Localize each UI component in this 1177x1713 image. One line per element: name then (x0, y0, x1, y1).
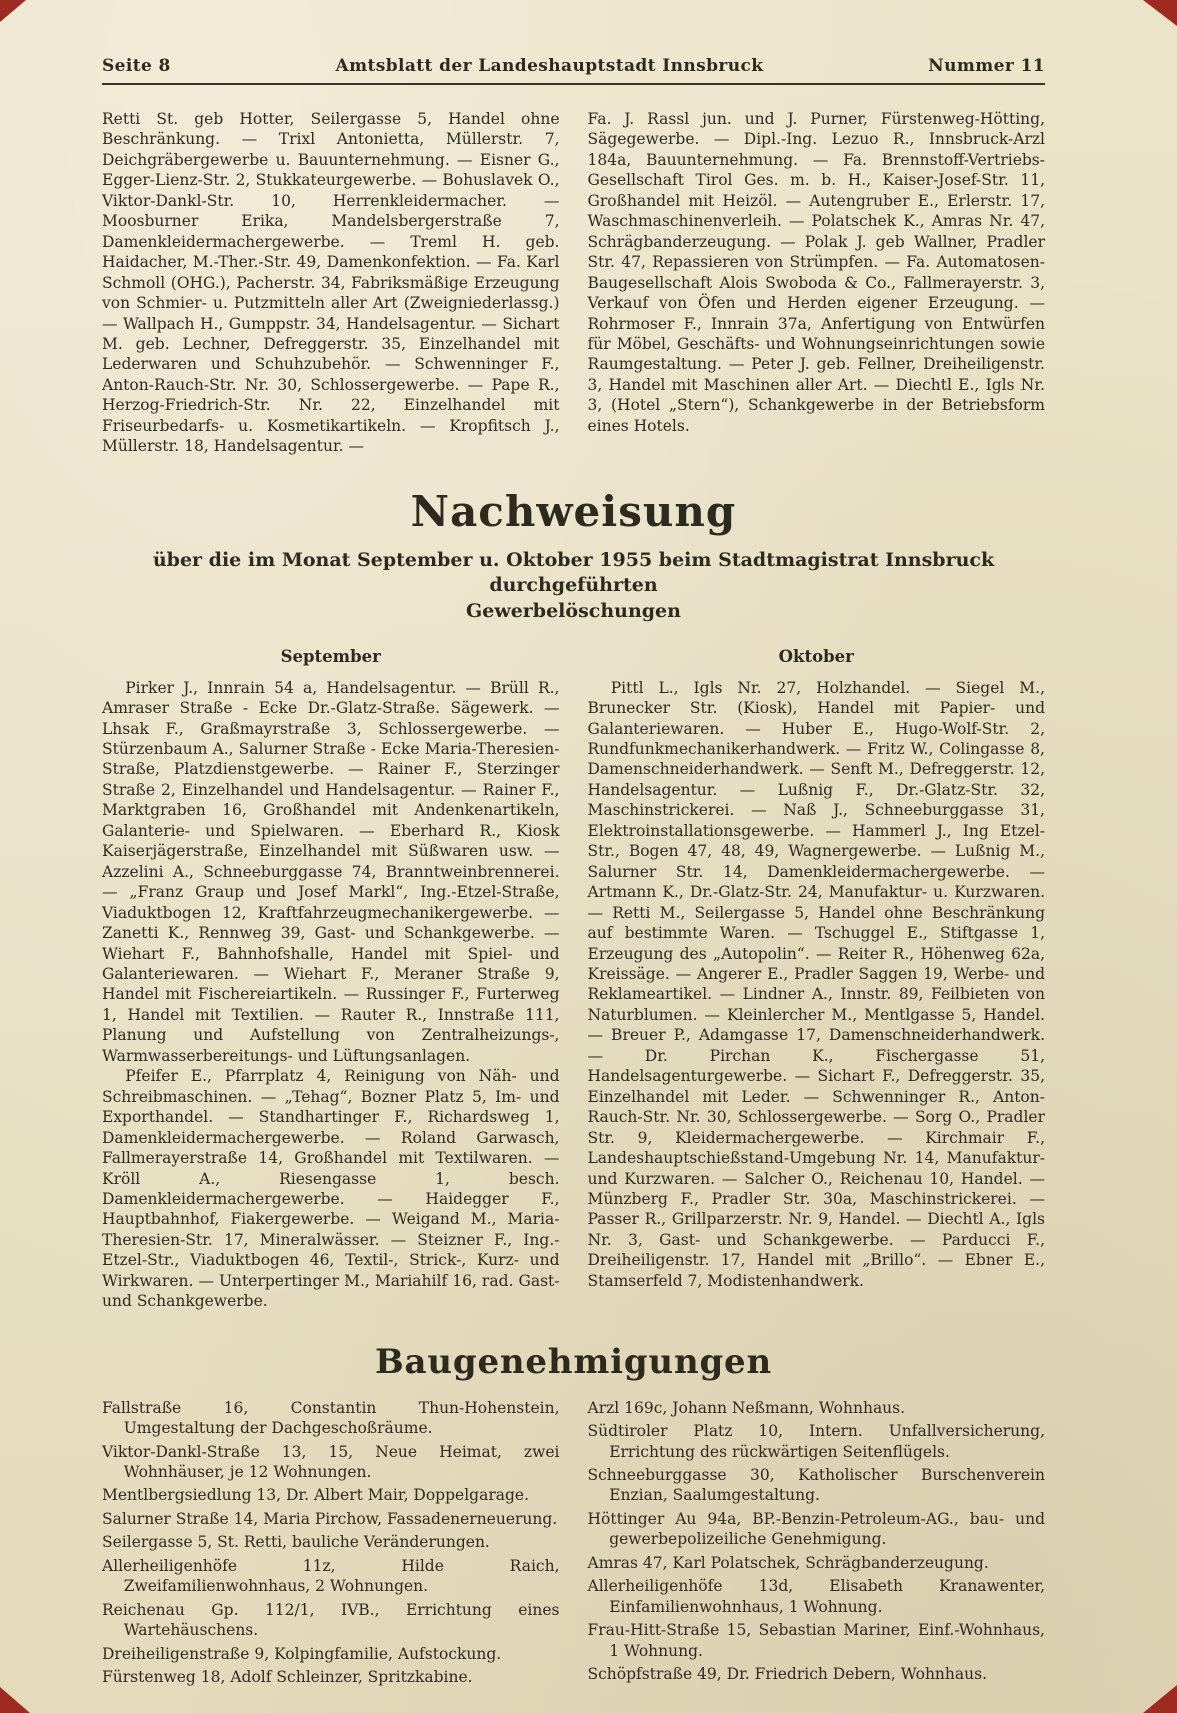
scan-corner-artifact (0, 1687, 30, 1713)
oktober-column (588, 625, 1046, 1312)
oktober-heading: Oktober (778, 646, 854, 666)
baugenehmigungen-columns (102, 1398, 1045, 1691)
permit-entry: Mentlbergsiedlung 13, Dr. Albert Mair, Doppelgarage. (102, 1486, 529, 1505)
permit-entry: Südtiroler Platz 10, Intern. Unfallversicherung, Errichtung des rückwärtigen Seitenflügels. (587, 1422, 1045, 1461)
september-heading: September (280, 646, 381, 666)
permit-entry: Arzl 169c, Johann Neßmann, Wohnhaus. (587, 1398, 906, 1417)
permit-entry: Höttinger Au 94a, BP.-Benzin-Petroleum-AG., bau- und gewerbepolizeiliche Genehmigung. (587, 1509, 1045, 1549)
continuation-left-column: Retti St. geb Hotter, Seilergasse 5, Handel ohne Beschränkung. — Trixl Antonietta, Müllerstr. 7, Deichgräbergewerbe u. Bauunternehmung. — Eisner G., Egger-Lienz-Str. 2, Stukkateurgewerbe. — Bohuslavek O., Viktor-Dankl-Str. 10, Herrenkleidermacher. — Moosburner Erika, Mandelsbergerstraße 7, Damenkleidermachergewerbe. — Treml H. geb. Haidacher, M.-Ther.-Str. 49, Damenkonfektion. — Fa. Karl Schmoll (OHG.), Pacherstr. 34, Fabriksmäßige Erzeugung von Schmier- u. Putzmitteln aller Art (Zweigniederlassg.) — Wallpach H., Gumppstr. 34, Handelsagentur. — Sichart M. geb. Lechner, Defreggerstr. 35, Einzelhandel mit Lederwaren und Schuhzubehör. — Schwenninger F., Anton-Rauch-Str. Nr. 30, Schlossergewerbe. — Pape R., Herzog-Friedrich-Str. Nr. 22, Einzelhandel mit Friseurbedarfs- u. Kosmetikartikeln. — Kropfitsch J., Müllerstr. 18, Handelsagentur. — (102, 110, 560, 456)
nachweisung-subtitle-line2: Gewerbelöschungen (466, 599, 681, 622)
september-paragraph: Pirker J., Innrain 54 a, Handelsagentur. — Brüll R., Amraser Straße - Ecke Dr.-Glatz-Straße. Sägewerk. — Lhsak F., Graßmayrstraße 3, Schlossergewerbe. — Stürzenbaum A., Salurner Straße - Ecke Maria-Theresien-Straße, Platzdienstgewerbe. — Rainer F., Sterzinger Straße 2, Einzelhandel und Handelsagentur. — Rainer F., Marktgraben 16, Großhandel mit Andenkenartikeln, Galanterie- und Spielwaren. — Eberhard R., Kiosk Kaiserjägerstraße, Einzelhandel mit Süßwaren usw. — Azzelini A., Schneeburggasse 74, Branntweinbrennerei. — „Franz Graup und Josef Markl“, Ing.-Etzel-Straße, Viaduktbogen 12, Kraftfahrzeugmechanikergewerbe. — Zanetti K., Rennweg 39, Gast- und Schankgewerbe. — Wiehart F., Bahnhofshalle, Handel mit Spiel- und Galanteriewaren. — Wiehart F., Meraner Straße 9, Handel mit Fischereiartikeln. — Russinger F., Furterweg 1, Handel mit Textilien. — Rauter R., Innstraße 111, Planung und Aufstellung von Zentralheizungs-, Warmwasserbereitungs- und Lüftungsanlagen. (102, 678, 560, 1065)
permit-entry: Allerheiligenhöfe 13d, Elisabeth Kranawenter, Einfamilienwohnhaus, 1 Wohnung. (587, 1577, 1045, 1616)
page-number-label: Seite 8 (102, 56, 171, 76)
baugenehmigungen-title: Baugenehmigungen (375, 1341, 772, 1382)
scan-corner-artifact (1143, 0, 1177, 26)
permit-entry: Fürstenweg 18, Adolf Schleinzer, Spritzkabine. (102, 1668, 473, 1687)
scan-corner-artifact (0, 0, 26, 22)
header-rule (102, 83, 1045, 85)
baugenehmigungen-section (102, 1342, 1045, 1691)
page-header (102, 56, 1045, 76)
permit-entry: Schneeburggasse 30, Katholischer Burschenverein Enzian, Saalumgestaltung. (587, 1466, 1045, 1505)
permit-entry: Salurner Straße 14, Maria Pirchow, Fassadenerneuerung. (102, 1509, 558, 1528)
nachweisung-section (102, 487, 1045, 1312)
nachweisung-title: Nachweisung (410, 486, 737, 536)
masthead-title: Amtsblatt der Landeshauptstadt Innsbruck (335, 56, 764, 76)
permit-entry: Seilergasse 5, St. Retti, bauliche Veränderungen. (102, 1533, 490, 1552)
baugenehmigungen-right-column (588, 1398, 1046, 1691)
continuation-section (102, 109, 1045, 457)
continuation-right-column: Fa. J. Rassl jun. und J. Purner, Fürstenweg-Hötting, Sägegewerbe. — Dipl.-Ing. Lezuo R., Innsbruck-Arzl 184a, Bauunternehmung. — Fa. Brennstoff-Vertriebs-Gesellschaft Tirol Ges. m. b. H., Kaiser-Josef-Str. 11, Großhandel mit Heizöl. — Autengruber E., Erlerstr. 17, Waschmaschinenverleih. — Polatschek K., Amras Nr. 47, Schrägbanderzeugung. — Polak J. geb Wallner, Pradler Str. 47, Repassieren von Strümpfen. — Fa. Automatosen-Baugesellschaft Alois Swoboda & Co., Fallmerayerstr. 3, Verkauf von Öfen und Herden eigener Erzeugung. — Rohrmoser F., Innrain 37a, Anfertigung von Entwürfen für Möbel, Geschäfts- und Wohnungseinrichtungen sowie Raumgestaltung. — Peter J. geb. Fellner, Dreiheiligenstr. 3, Handel mit Maschinen aller Art. — Diechtl E., Igls Nr. 3, (Hotel „Stern“), Schankgewerbe in der Betriebsform eines Hotels. (587, 110, 1045, 435)
permit-entry: Frau-Hitt-Straße 15, Sebastian Mariner, Einf.-Wohnhaus, 1 Wohnung. (587, 1621, 1045, 1660)
permit-entry: Viktor-Dankl-Straße 13, 15, Neue Heimat, zwei Wohnhäuser, je 12 Wohnungen. (102, 1442, 560, 1482)
september-column (102, 625, 560, 1312)
scan-corner-artifact (1143, 1685, 1177, 1713)
nachweisung-subtitle-line1: über die im Monat September u. Oktober 1955 beim Stadtmagistrat Innsbruck durchgeführten (152, 548, 995, 597)
nachweisung-columns (102, 625, 1045, 1312)
september-paragraph: Pfeifer E., Pfarrplatz 4, Reinigung von Näh- und Schreibmaschinen. — „Tehag“, Bozner Platz 5, Im- und Exporthandel. — Standhartinger F., Richardsweg 1, Damenkleidermachergewerbe. — Roland Garwasch, Fallmerayerstraße 14, Großhandel mit Textilwaren. — Kröll A., Riesengasse 1, besch. Damenkleidermachergewerbe. — Haidegger F., Hauptbahnhof, Fiakergewerbe. — Weigand M., Maria-Theresien-Str. 17, Mineralwässer. — Steizner F., Ing.-Etzel-Str., Viaduktbogen 46, Textil-, Strick-, Kurz- und Wirkwaren. — Unterpertinger M., Mariahilf 16, rad. Gast- und Schankgewerbe. (102, 1067, 560, 1311)
oktober-paragraph: Pittl L., Igls Nr. 27, Holzhandel. — Siegel M., Brunecker Str. (Kiosk), Handel mit Papier- und Galanteriewaren. — Huber E., Hugo-Wolf-Str. 2, Rundfunkmechanikerhandwerk. — Fritz W., Colingasse 8, Damenschneiderhandwerk. — Senft M., Defreggerstr. 12, Handelsagentur. — Lußnig F., Dr.-Glatz-Str. 32, Maschinstrickerei. — Naß J., Schneeburggasse 31, Elektroinstallationsgewerbe. — Hammerl J., Ing Etzel-Str., Bogen 47, 48, 49, Wagnergewerbe. — Lußnig M., Salurner Str. 14, Damenkleidermachergewerbe. — Artmann K., Dr.-Glatz-Str. 24, Manufaktur- u. Kurzwaren. — Retti M., Seilergasse 5, Handel ohne Beschränkung auf bestimmte Waren. — Tschuggel E., Stiftgasse 1, Erzeugung des „Autopolin“. — Reiter R., Höhenweg 62a, Kreissäge. — Angerer E., Pradler Saggen 19, Werbe- und Reklameartikel. — Lindner A., Innstr. 89, Feilbieten von Naturblumen. — Kleinlercher M., Mentlgasse 5, Handel. — Breuer P., Adamgasse 17, Damenschneiderhandwerk. — Dr. Pirchan K., Fischergasse 51, Handelsagenturgewerbe. — Sichart F., Defreggerstr. 35, Einzelhandel mit Leder. — Schwenninger R., Anton-Rauch-Str. Nr. 30, Schlossergewerbe. — Sorg O., Pradler Str. 9, Kleidermachergewerbe. — Kirchmair F., Landeshauptschießstand-Umgebung Nr. 14, Manufaktur- und Kurzwaren. — Salcher O., Reichenau 10, Handel. — Münzberg F., Pradler Str. 30a, Maschinstrickerei. — Passer R., Grillparzerstr. Nr. 9, Handel. — Diechtl A., Igls Nr. 3, Gast- und Schankgewerbe. — Parducci F., Dreiheiligenstr. 17, Handel mit „Brillo“. — Ebner E., Stamserfeld 7, Modistenhandwerk. (587, 678, 1045, 1290)
baugenehmigungen-left-column (102, 1398, 560, 1691)
issue-number-label: Nummer 11 (928, 56, 1045, 76)
permit-entry: Schöpfstraße 49, Dr. Friedrich Debern, Wohnhaus. (587, 1665, 988, 1684)
permit-entry: Allerheiligenhöfe 11z, Hilde Raich, Zweifamilienwohnhaus, 2 Wohnungen. (102, 1556, 560, 1596)
permit-entry: Dreiheiligenstraße 9, Kolpingfamilie, Aufstockung. (102, 1644, 502, 1663)
permit-entry: Reichenau Gp. 112/1, IVB., Errichtung eines Wartehäuschens. (102, 1600, 560, 1640)
permit-entry: Amras 47, Karl Polatschek, Schrägbanderzeugung. (587, 1553, 989, 1572)
permit-entry: Fallstraße 16, Constantin Thun-Hohenstein, Umgestaltung der Dachgeschoßräume. (102, 1398, 560, 1438)
